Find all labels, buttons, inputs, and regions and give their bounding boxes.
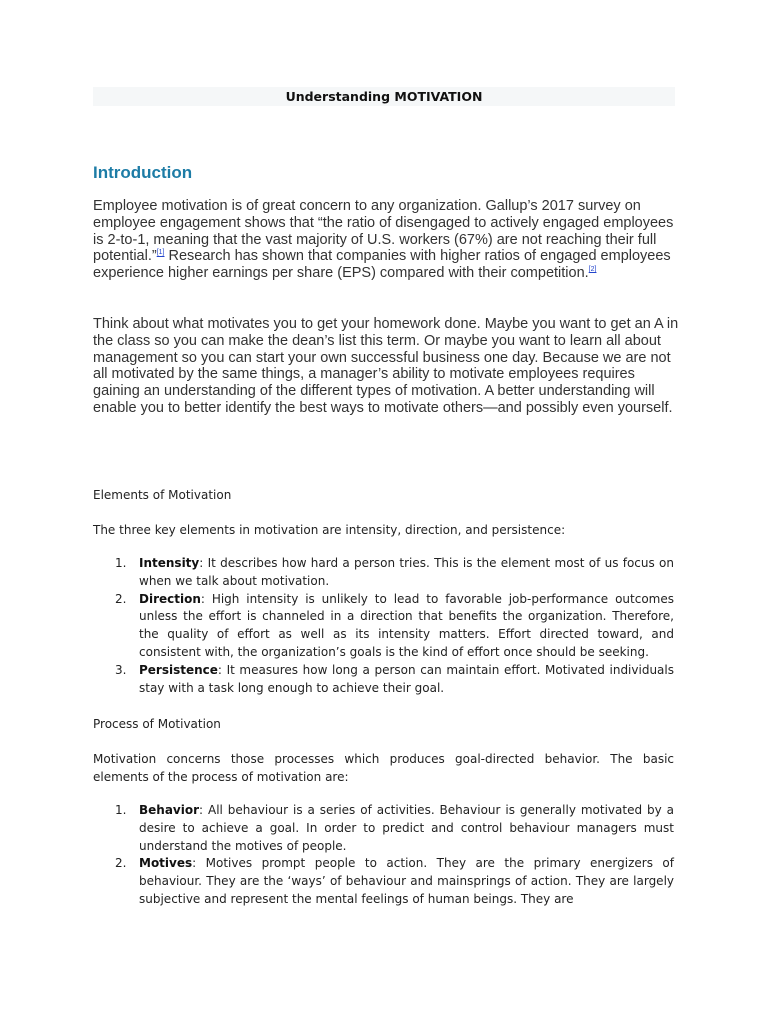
footnote-link-1[interactable]: [1]: [156, 249, 165, 257]
list-item: [93, 591, 674, 662]
list-item: [93, 555, 674, 591]
elements-intro-text: The three key elements in motivation are intensity, direction, and persistence:: [93, 523, 566, 537]
list-item: [93, 662, 674, 698]
list-item-term: Motives: [139, 856, 193, 871]
document-title: Understanding MOTIVATION: [93, 87, 675, 106]
list-item-text: : It measures how long a person can maintain effort. Motivated individuals stay with a task long enough to achieve their goal.: [139, 662, 674, 695]
intro-p1-text-a: Employee motivation is of great concern to any organization. Gallup’s 2017 survey on employee engagement shows that “the ratio of disengaged to actively engaged employees is 2-to-1, meaning that the vast majority of U.S. workers (67%) are not reaching their full potential.”: [93, 198, 674, 265]
list-item: [93, 855, 674, 908]
process-intro-text: Motivation concerns those processes which produces goal-directed behavior. The basic elements of the process of motivation are:: [93, 752, 674, 784]
introduction-heading: Introduction: [93, 163, 193, 182]
elements-section-title: Elements of Motivation: [93, 488, 232, 502]
intro-paragraph-2: Think about what motivates you to get your homework done. Maybe you want to get an A in the class so you can make the dean’s list this term. Or maybe you want to learn all about management so you can start your own successful business one day. Because we are not all motivated by the same things, a manager’s ability to motivate employees requires gaining an understanding of the different types of motivation. A better understanding will enable you to better identify the best ways to motivate others—and possibly even yourself.: [93, 316, 679, 416]
footnote-link-2[interactable]: [2]: [588, 266, 597, 274]
list-item-number: 2.: [115, 856, 127, 871]
list-item-number: 1.: [115, 556, 127, 570]
list-item-text: : High intensity is unlikely to lead to favorable job-performance outcomes unless the effort is channeled in a direction that benefits the organization. Therefore, the quality of effort as well as its intensity matters. Effort directed toward, and consistent with, the organization’s goals is the kind of effort once should be seeking.: [139, 591, 674, 659]
list-item: [93, 802, 674, 855]
list-item-number: 2.: [115, 591, 127, 606]
intro-p1-text-b: Research has shown that companies with higher ratios of engaged employees experience higher earnings per share (EPS) compared with their competition.: [93, 248, 671, 282]
intro-paragraph-1: [93, 198, 683, 282]
list-item-text: : It describes how hard a person tries. This is the element most of us focus on when we talk about motivation.: [139, 556, 674, 588]
list-item-term: Intensity: [139, 556, 200, 570]
elements-list: [93, 555, 674, 697]
process-list: [93, 802, 674, 909]
list-item-text: : All behaviour is a series of activities. Behaviour is generally motivated by a desire to achieve a goal. In order to predict and control behaviour managers must understand the motives of people.: [139, 803, 674, 853]
list-item-number: 3.: [115, 662, 127, 677]
list-item-text: : Motives prompt people to action. They are the primary energizers of behaviour. They are the ‘ways’ of behaviour and mainsprings of action. They are largely subjective and represent the mental feelings of human beings. They are: [139, 856, 674, 906]
list-item-term: Persistence: [139, 662, 218, 677]
list-item-term: Direction: [139, 591, 201, 606]
list-item-term: Behavior: [139, 803, 200, 817]
process-section-title: Process of Motivation: [93, 717, 221, 731]
list-item-number: 1.: [115, 803, 127, 817]
